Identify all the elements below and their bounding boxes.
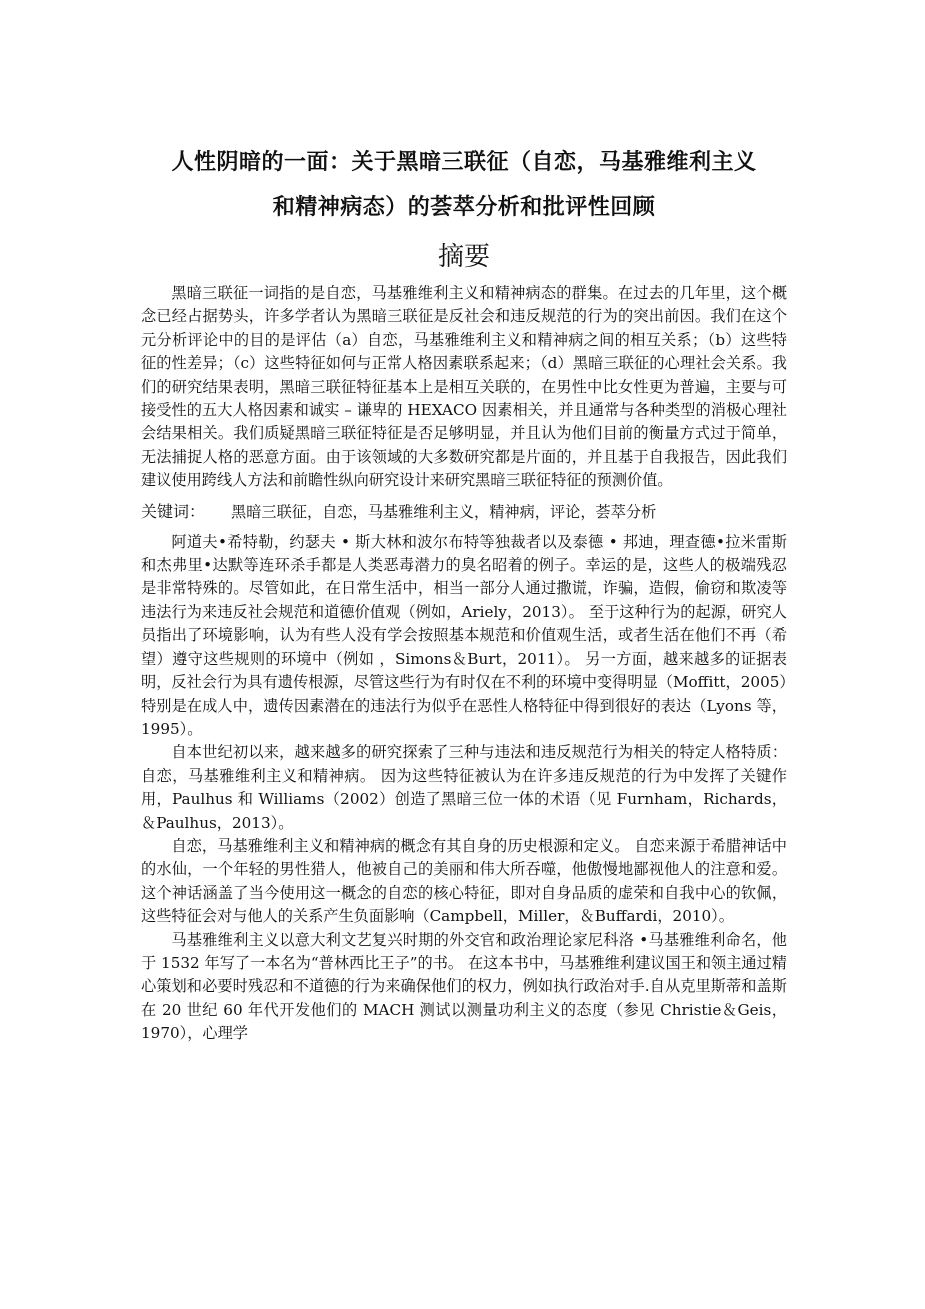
body-paragraph-3: 自恋，马基雅维利主义和精神病的概念有其自身的历史根源和定义。 自恋来源于希腊神话中的水仙，一个年轻的男性猎人，他被自己的美丽和伟大所吞噬，他傲慢地鄙视他人的注意和爱。 这个神话涵盖了当今使用这一概念的自恋的核心特征，即对自身品质的虚荣和自我中心的钦佩，这些特征会对与他人的关系产生负面影响（Campbell，Miller，＆Buffardi，2010）。 xyxy=(141,836,787,926)
body-paragraph-1: 阿道夫•希特勒，约瑟夫 • 斯大林和波尔布特等独裁者以及泰德 • 邦迪，理查德•拉米雷斯和杰弗里•达默等连环杀手都是人类恶毒潜力的臭名昭着的例子。幸运的是，这些人的极端残忍是非常特殊的。尽管如此，在日常生活中，相当一部分人通过撒谎，诈骗，造假，偷窃和欺凌等违法行为来违反社会规范和道德价值观（例如，Ariely，2013）。 至于这种行为的起源，研究人员指出了环境影响，认为有些人没有学会按照基本规范和价值观生活，或者生活在他们不再（希望）遵守这些规则的环境中（例如 ，Simons＆Burt，2011）。 另一方面，越来越多的证据表明，反社会行为具有遗传根源，尽管这些行为有时仅在不利的环境中变得明显（Moffitt，2005）特别是在成人中，遗传因素潜在的违法行为似乎在恶性人格特征中得到很好的表达（Lyons 等，1995）。 xyxy=(141,532,787,738)
keywords-line xyxy=(141,499,787,525)
paper-title-line-1: 人性阴暗的一面：关于黑暗三联征（自恋，马基雅维利主义 xyxy=(171,150,757,175)
abstract-heading: 摘要 xyxy=(437,242,490,272)
paper-title xyxy=(141,0,787,230)
keywords-label: 关键词： xyxy=(141,501,206,521)
body-paragraph-4: 马基雅维利主义以意大利文艺复兴时期的外交官和政治理论家尼科洛 •马基雅维利命名，他于 1532 年写了一本名为“普林西比王子”的书。 在这本书中，马基雅维利建议国王和领主通过精心策划和必要时残忍和不道德的行为来确保他们的权力，例如执行政治对手.自从克里斯蒂和盖斯在 20 世纪 60 年代开发他们的 MACH 测试以测量功利主义的态度（参见 Christie＆Geis，1970），心理学 xyxy=(141,930,787,1043)
abstract-text: 黑暗三联征一词指的是自恋，马基雅维利主义和精神病态的群集。在过去的几年里，这个概念已经占据势头，许多学者认为黑暗三联征是反社会和违反规范的行为的突出前因。我们在这个元分析评论中的目的是评估（a）自恋，马基雅维利主义和精神病之间的相互关系；（b）这些特征的性差异；（c）这些特征如何与正常人格因素联系起来；（d）黑暗三联征的心理社会关系。我们的研究结果表明，黑暗三联征特征基本上是相互关联的，在男性中比女性更为普遍，主要与可接受性的五大人格因素和诚实 – 谦卑的 HEXACO 因素相关，并且通常与各种类型的消极心理社会结果相关。我们质疑黑暗三联征特征是否足够明显，并且认为他们目前的衡量方式过于简单，无法捕捉人格的恶意方面。由于该领域的大多数研究都是片面的，并且基于自我报告，因此我们建议使用跨线人方法和前瞻性纵向研究设计来研究黑暗三联征特征的预测价值。 xyxy=(141,284,787,490)
paper-title-line-2: 和精神病态）的荟萃分析和批评性回顾 xyxy=(272,195,656,220)
body-paragraph-2: 自本世纪初以来，越来越多的研究探索了三种与违法和违反规范行为相关的特定人格特质：自恋，马基雅维利主义和精神病。 因为这些特征被认为在许多违反规范的行为中发挥了关键作用，Paulhus 和 Williams（2002）创造了黑暗三位一体的术语（见 Furnham，Richards，＆Paulhus，2013）。 xyxy=(141,743,787,832)
keywords-text: 黑暗三联征，自恋，马基雅维利主义，精神病，评论，荟萃分析 xyxy=(231,502,657,521)
